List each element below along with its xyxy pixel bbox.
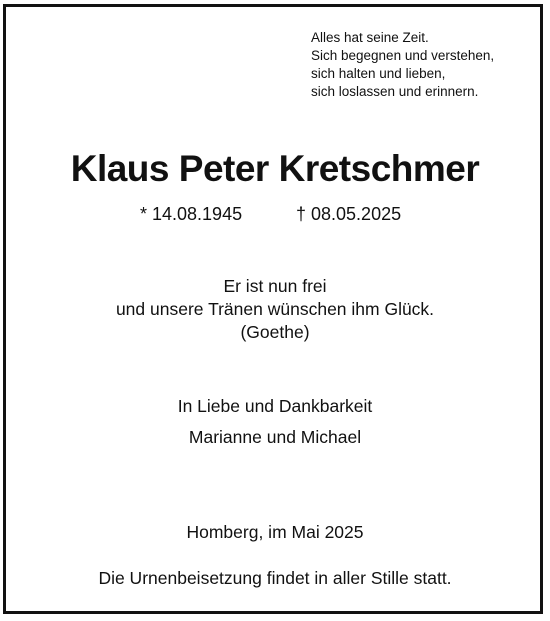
mourners-names: Marianne und Michael bbox=[188, 427, 362, 447]
poem-line: sich loslassen und erinnern. bbox=[311, 84, 479, 99]
place-and-date: Homberg, im Mai 2025 bbox=[186, 522, 364, 542]
poem-line: Alles hat seine Zeit. bbox=[311, 30, 429, 45]
poem-line: Sich begegnen und verstehen, bbox=[311, 48, 495, 63]
quote-line: und unsere Tränen wünschen ihm Glück. bbox=[115, 299, 435, 319]
burial-note: Die Urnenbeisetzung findet in aller Stille statt. bbox=[98, 568, 452, 588]
deceased-name: Klaus Peter Kretschmer bbox=[70, 148, 480, 189]
quote-attribution: (Goethe) bbox=[240, 322, 310, 342]
mourners-intro: In Liebe und Dankbarkeit bbox=[177, 396, 373, 416]
poem-block bbox=[311, 29, 494, 101]
poem-line: sich halten und lieben, bbox=[311, 66, 446, 81]
goethe-quote bbox=[0, 275, 550, 344]
birth-date: * 14.08.1945 bbox=[140, 204, 243, 224]
quote-line: Er ist nun frei bbox=[223, 276, 327, 296]
death-date: † 08.05.2025 bbox=[296, 204, 402, 224]
